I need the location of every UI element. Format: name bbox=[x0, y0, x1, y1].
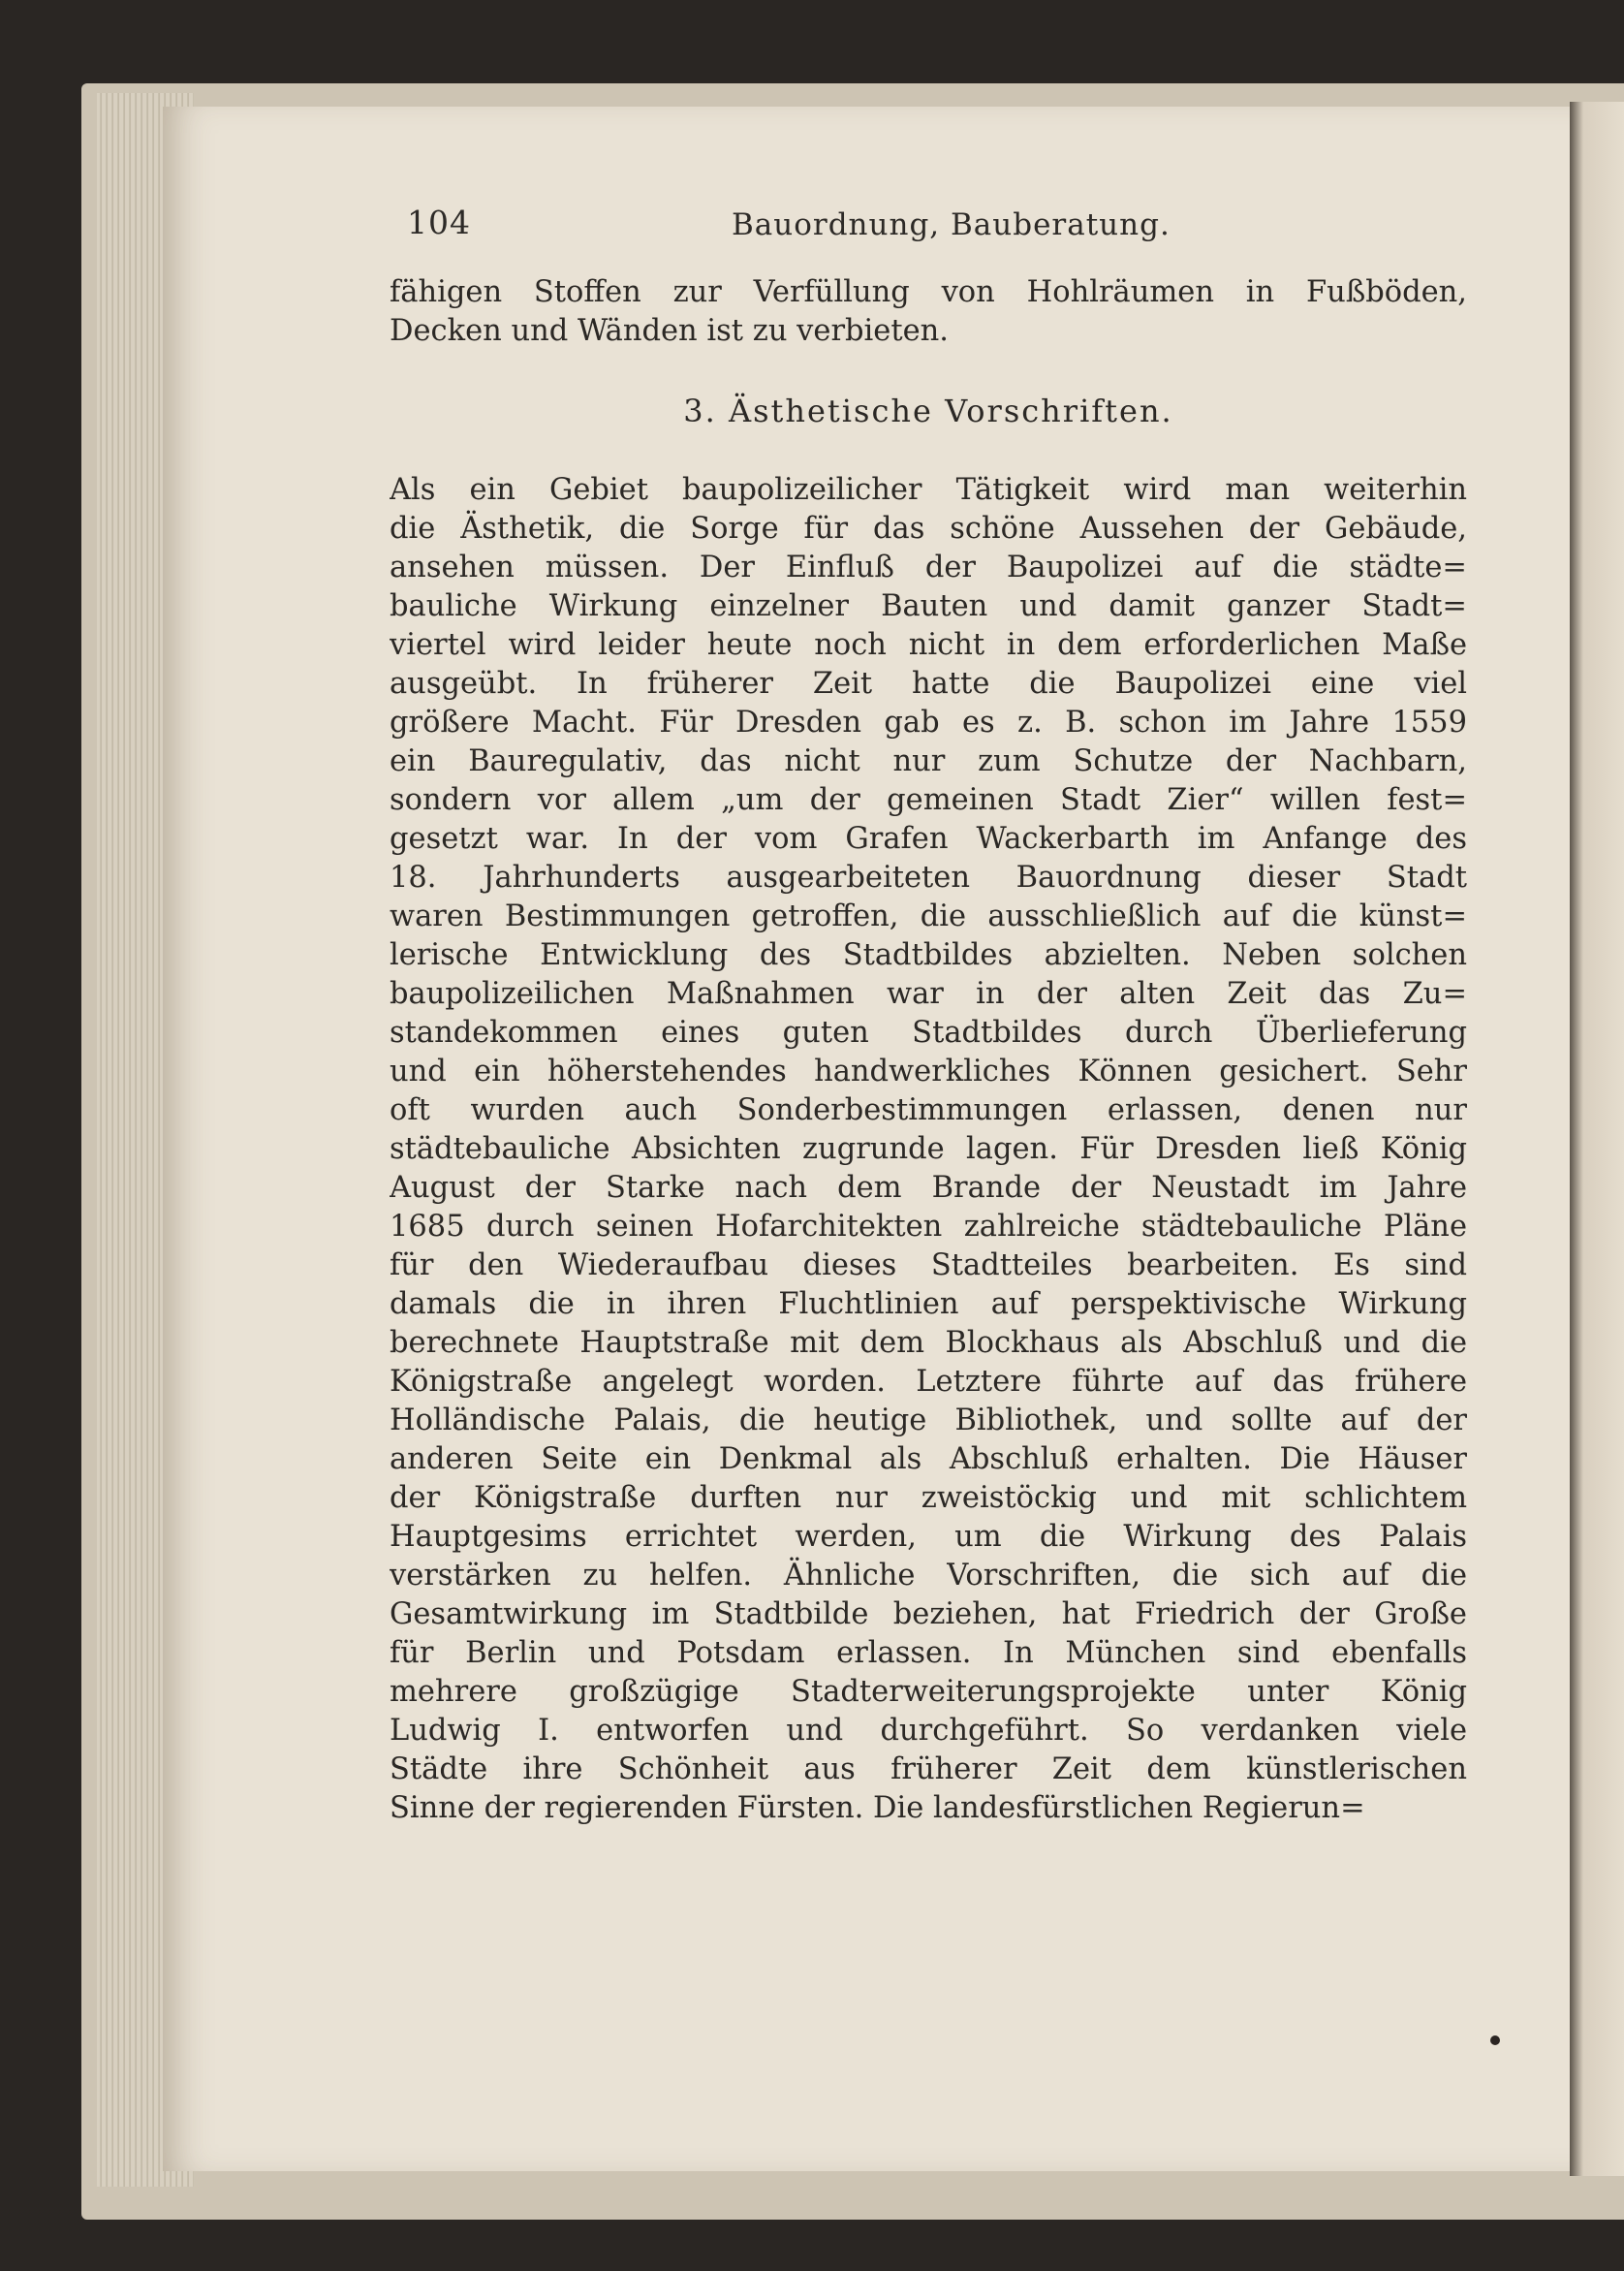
text-line: August der Starke nach dem Brande der Neustadt im Jahre bbox=[390, 1171, 1467, 1205]
text-line: für Berlin und Potsdam erlassen. In München sind ebenfalls bbox=[390, 1636, 1467, 1670]
text-line: der Königstraße durften nur zweistöckig und mit schlichtem bbox=[390, 1481, 1467, 1515]
text-line: Gesamtwirkung im Stadtbilde beziehen, hat Friedrich der Große bbox=[390, 1597, 1467, 1631]
text-line: baupolizeilichen Maßnahmen war in der alten Zeit das Zu= bbox=[390, 977, 1467, 1011]
page-text bbox=[390, 273, 1467, 1828]
text-line: ausgeübt. In früherer Zeit hatte die Baupolizei eine viel bbox=[390, 667, 1467, 701]
text-line: viertel wird leider heute noch nicht in dem erforderlichen Maße bbox=[390, 628, 1467, 662]
ink-spot bbox=[1490, 2035, 1500, 2045]
text-line: Städte ihre Schönheit aus früherer Zeit dem künstlerischen bbox=[390, 1752, 1467, 1786]
text-line: die Ästhetik, die Sorge für das schöne Aussehen der Gebäude, bbox=[390, 512, 1467, 546]
text-line: gesetzt war. In der vom Grafen Wackerbarth im Anfange des bbox=[390, 822, 1467, 856]
text-line: mehrere großzügige Stadterweiterungsprojekte unter König bbox=[390, 1675, 1467, 1709]
text-line: größere Macht. Für Dresden gab es z. B. schon im Jahre 1559 bbox=[390, 706, 1467, 740]
text-line: verstärken zu helfen. Ähnliche Vorschriften, die sich auf die bbox=[390, 1559, 1467, 1593]
text-line: Königstraße angelegt worden. Letztere führte auf das frühere bbox=[390, 1365, 1467, 1399]
text-line: 1685 durch seinen Hofarchitekten zahlreiche städtebauliche Pläne bbox=[390, 1210, 1467, 1244]
text-line: für den Wiederaufbau dieses Stadtteiles bearbeiten. Es sind bbox=[390, 1248, 1467, 1282]
text-line: Ludwig I. entworfen und durchgeführt. So verdanken viele bbox=[390, 1714, 1467, 1748]
text-line: lerische Entwicklung des Stadtbildes abzielten. Neben solchen bbox=[390, 938, 1467, 972]
running-head: Bauordnung, Bauberatung. bbox=[732, 207, 1171, 242]
text-line: bauliche Wirkung einzelner Bauten und damit ganzer Stadt= bbox=[390, 589, 1467, 623]
text-line: Sinne der regierenden Fürsten. Die landesfürstlichen Regierun= bbox=[390, 1791, 1365, 1825]
text-line: und ein höherstehendes handwerkliches Können gesichert. Sehr bbox=[390, 1055, 1467, 1088]
text-line: damals die in ihren Fluchtlinien auf perspektivische Wirkung bbox=[390, 1287, 1467, 1321]
text-line: berechnete Hauptstraße mit dem Blockhaus als Abschluß und die bbox=[390, 1326, 1467, 1360]
text-line: standekommen eines guten Stadtbildes durch Überlieferung bbox=[390, 1016, 1467, 1050]
text-line: ein Bauregulativ, das nicht nur zum Schutze der Nachbarn, bbox=[390, 744, 1467, 778]
text-line: ansehen müssen. Der Einfluß der Baupolizei auf die städte= bbox=[390, 551, 1467, 584]
text-line: waren Bestimmungen getroffen, die ausschließlich auf die künst= bbox=[390, 899, 1467, 933]
text-line: Hauptgesims errichtet werden, um die Wirkung des Palais bbox=[390, 1520, 1467, 1554]
text-line: anderen Seite ein Denkmal als Abschluß erhalten. Die Häuser bbox=[390, 1442, 1467, 1476]
body-paragraph bbox=[390, 471, 1467, 1828]
text-line: Decken und Wänden ist zu verbieten. bbox=[390, 314, 949, 348]
page-number: 104 bbox=[407, 204, 471, 241]
section-heading: 3. Ästhetische Vorschriften. bbox=[683, 393, 1173, 429]
text-line: sondern vor allem „um der gemeinen Stadt Zier“ willen fest= bbox=[390, 783, 1467, 817]
text-line: Als ein Gebiet baupolizeilicher Tätigkeit wird man weiterhin bbox=[390, 473, 1467, 507]
facing-page-edge bbox=[1570, 102, 1624, 2176]
text-line: städtebauliche Absichten zugrunde lagen. Für Dresden ließ König bbox=[390, 1132, 1467, 1166]
text-line: Holländische Palais, die heutige Bibliothek, und sollte auf der bbox=[390, 1404, 1467, 1437]
page-header bbox=[407, 204, 1453, 246]
text-line: oft wurden auch Sonderbestimmungen erlassen, denen nur bbox=[390, 1093, 1467, 1127]
text-line: 18. Jahrhunderts ausgearbeiteten Bauordnung dieser Stadt bbox=[390, 861, 1467, 895]
text-line: fähigen Stoffen zur Verfüllung von Hohlräumen in Fußböden, bbox=[390, 275, 1467, 309]
